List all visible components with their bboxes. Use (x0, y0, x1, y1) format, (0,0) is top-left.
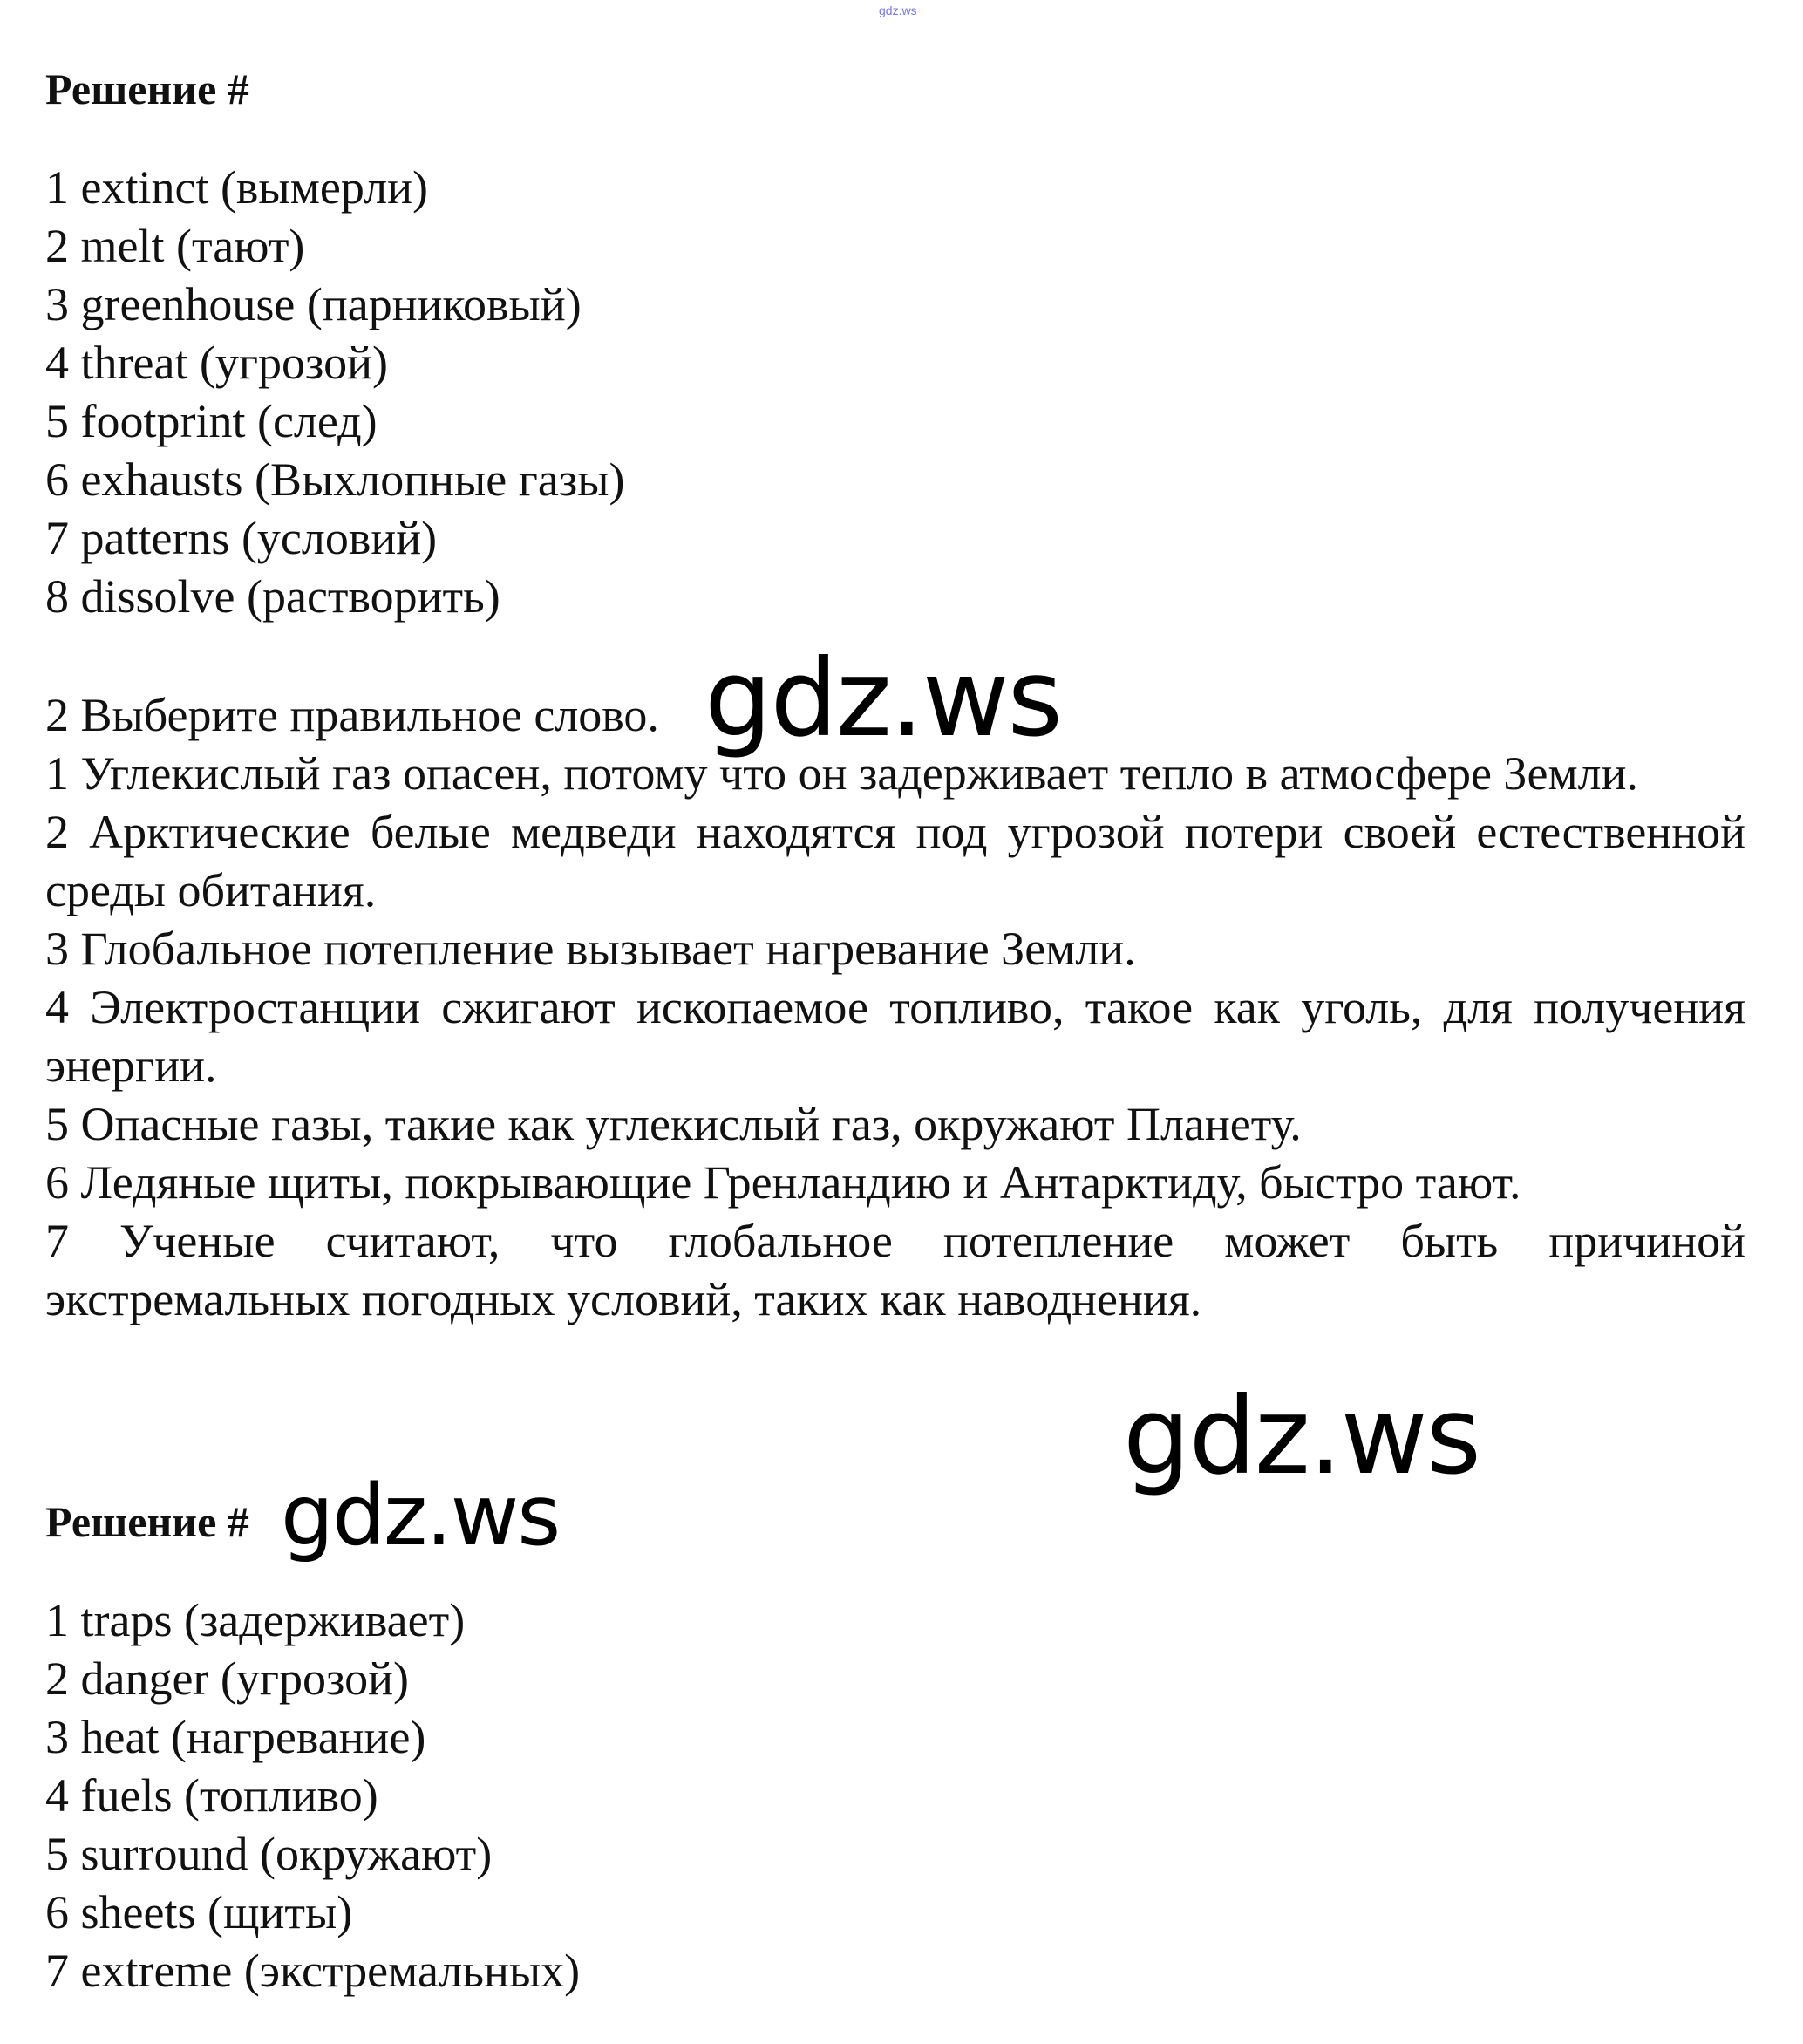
answer-item: 1 traps (задерживает) (45, 1594, 466, 1646)
sentence-item: 5 Опасные газы, такие как углекислый газ, окружают Планету. (45, 1098, 1302, 1150)
answer-item: 3 heat (нагревание) (45, 1711, 426, 1763)
answer-item: 5 footprint (след) (45, 395, 378, 447)
solution-heading-1: Решение # (45, 65, 249, 113)
answer-item: 4 threat (угрозой) (45, 337, 388, 389)
sentence-item: 1 Углекислый газ опасен, потому что он задерживает тепло в атмосфере Земли. (45, 747, 1638, 800)
answer-item: 6 sheets (щиты) (45, 1886, 353, 1938)
exercise-title: 2 Выберите правильное слово. (45, 689, 659, 741)
answer-item: 7 extreme (экстремальных) (45, 1945, 581, 1997)
answer-item: 8 dissolve (растворить) (45, 570, 500, 623)
sentence-item: 3 Глобальное потепление вызывает нагревание Земли. (45, 923, 1136, 975)
sentence-item: 7 Ученые считают, что глобальное потепление может быть причиной экстремальных погодных условий, таких как наводнения. (45, 1215, 1745, 1325)
top-watermark: gdz.ws (879, 3, 917, 17)
watermark-1: gdz.ws (704, 637, 1062, 760)
answer-item: 3 greenhouse (парниковый) (45, 278, 582, 330)
answer-item: 5 surround (окружают) (45, 1828, 493, 1880)
answer-item: 4 fuels (топливо) (45, 1769, 378, 1822)
sentence-item: 2 Арктические белые медведи находятся под угрозой потери своей естественной среды обитания. (45, 806, 1745, 916)
watermark-2: gdz.ws (1123, 1374, 1480, 1498)
sentence-item: 4 Электростанции сжигают ископаемое топливо, такое как уголь, для получения энергии. (45, 981, 1745, 1092)
exercise-sentences (45, 745, 1745, 1329)
solution-list-2 (45, 1591, 580, 2000)
answer-item: 2 danger (угрозой) (45, 1652, 409, 1705)
solution-list-1 (45, 159, 624, 626)
watermark-3: gdz.ws (281, 1467, 560, 1564)
answer-item: 6 exhausts (Выхлопные газы) (45, 453, 625, 506)
answer-item: 2 melt (тают) (45, 220, 305, 272)
answer-item: 1 extinct (вымерли) (45, 161, 428, 214)
sentence-item: 6 Ледяные щиты, покрывающие Гренландию и Антарктиду, быстро тают. (45, 1156, 1521, 1209)
answer-item: 7 patterns (условий) (45, 512, 438, 564)
solution-heading-2: Решение # (45, 1497, 249, 1546)
